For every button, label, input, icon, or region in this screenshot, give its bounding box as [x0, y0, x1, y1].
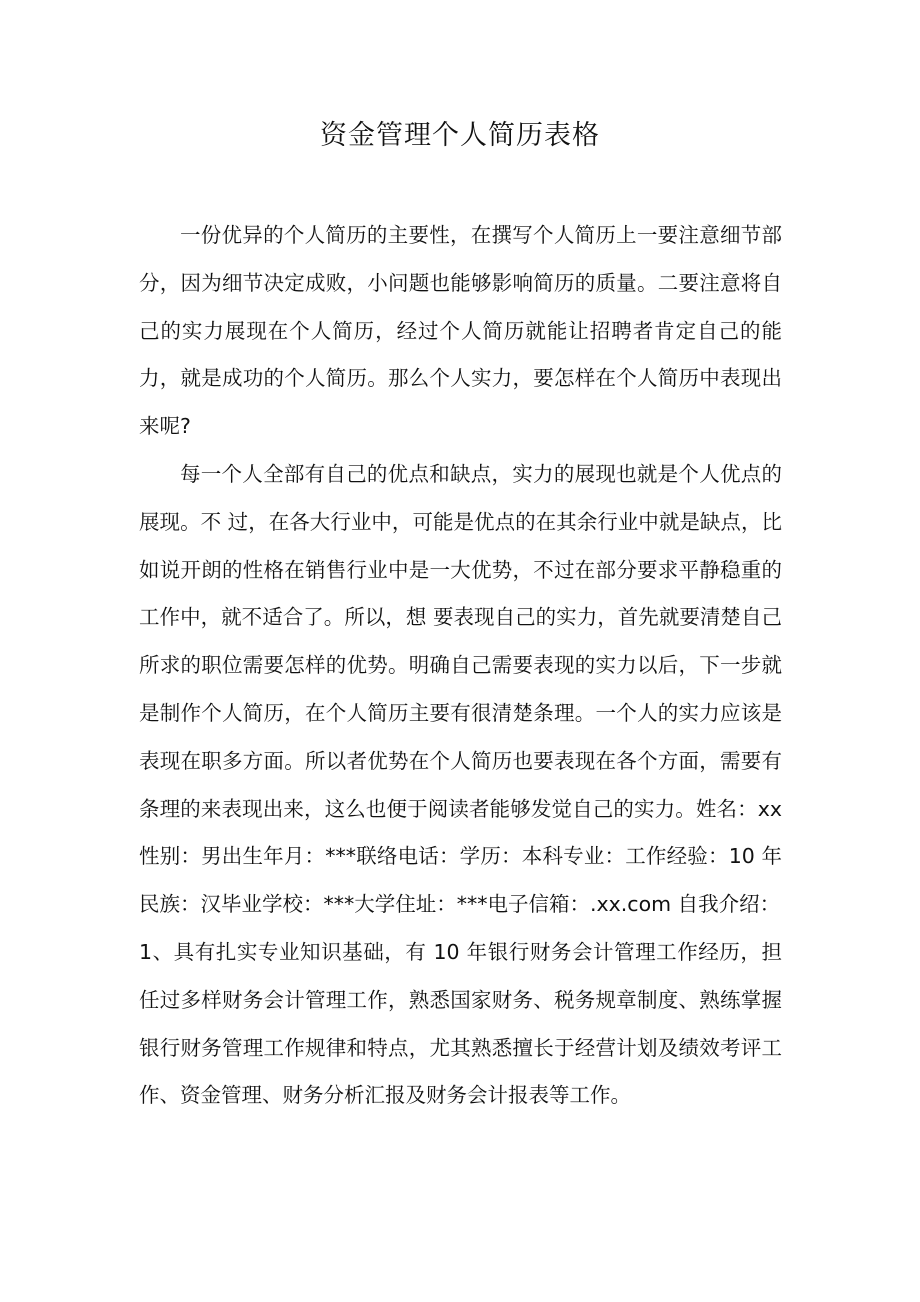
paragraph-intro: 一份优异的个人简历的主要性，在撰写个人简历上一要注意细节部分，因为细节决定成败，小问题也能够影响简历的质量。二要注意将自己的实力展现在个人简历，经过个人简历就能让招聘者肯定自己的能力，就是成功的个人简历。那么个人实力，要怎样在个人简历中表现出来呢?: [139, 223, 782, 439]
paragraph-item-1: 1、具有扎实专业知识基础，有 10 年银行财务会计管理工作经历，担任过多样财务会计管理工作，熟悉国家财务、税务规章制度、熟练掌握银行财务管理工作规律和特点，尤其熟悉擅长于经营计划及绩效考评工作、资金管理、财务分析汇报及财务会计报表等工作。: [139, 939, 782, 1108]
document-body: [139, 212, 782, 1120]
document-title: 资金管理个人简历表格: [320, 120, 600, 151]
paragraph-strengths: 每一个人全部有自己的优点和缺点，实力的展现也就是个人优点的展现。不 过，在各大行业中，可能是优点的在其余行业中就是缺点，比如说开朗的性格在销售行业中是一大优势，不过在部分要求平静稳重的工作中，就不适合了。所以，想 要表现自己的实力，首先就要清楚自己所求的职位需要怎样的优势。明确自己需要表现的实力以后，下一步就是制作个人简历，在个人简历主要有很清楚条理。一个人的实力应该是表现在职多方面。所以者优势在个人简历也要表现在各个方面，需要有条理的来表现出来，这么也便于阅读者能够发觉自己的实力。姓名：xx 性别：男出生年月：***联络电话：学历：本科专业：工作经验：10 年民族：汉毕业学校：***大学住址：***电子信箱：.xx.com 自我介绍：: [139, 461, 782, 917]
